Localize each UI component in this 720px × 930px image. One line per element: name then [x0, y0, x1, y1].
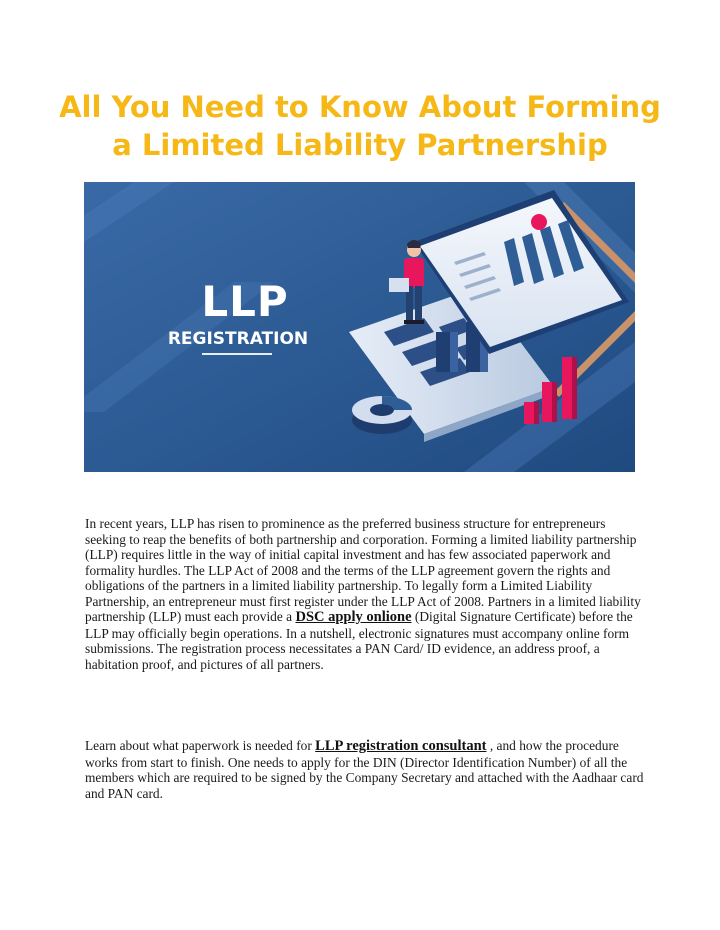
hero-heading: LLP — [201, 277, 289, 326]
paragraph-intro — [85, 516, 645, 672]
hero-banner-image — [84, 182, 635, 472]
paragraph-procedure-text-a: Learn about what paperwork is needed for — [85, 738, 316, 753]
title-line-2: a Limited Liability Partnership — [112, 128, 608, 162]
hero-subheading: REGISTRATION — [167, 329, 309, 349]
paragraph-procedure — [85, 738, 645, 801]
title-line-1: All You Need to Know About Forming — [59, 90, 661, 124]
llp-registration-consultant-link[interactable]: LLP registration consultant — [315, 738, 487, 754]
dsc-apply-online-link[interactable]: DSC apply onlione — [295, 609, 412, 625]
hero-illustration — [84, 182, 635, 472]
page-title — [40, 88, 680, 164]
hero-divider — [202, 353, 272, 355]
paragraph-procedure-text-b: , and how the procedure works from start to finish. One needs to apply for the DIN (Director Identification Number) of all the members which are required to be signed by the Company Secretary and attached with the Aadhaar card and PAN card. — [85, 738, 644, 801]
donut-chart-icon — [352, 396, 412, 434]
paragraph-intro-text-b: (Digital Signature Certificate) before the LLP may officially begin operations. In a nutshell, electronic signatures must accompany online form submissions. The registration process necessitates a PAN Card/ ID evidence, an address proof, a habitation proof, and pictures of all partners. — [85, 609, 633, 672]
paragraph-intro-text-a: In recent years, LLP has risen to prominence as the preferred business structure for entrepreneurs seeking to reap the benefits of both partnership and corporation. Forming a limited liability partnership (LLP) requires little in the way of initial capital investment and has few associated paperwork and formality hurdles. The LLP Act of 2008 and the terms of the LLP agreement govern the rights and obligations of the partners in a limited liability partnership. To legally form a Limited Liability Partnership, an entrepreneur must first register under the LLP Act of 2008. Partners in a limited liability partnership (LLP) must each provide a — [85, 516, 641, 624]
screen-dot — [531, 214, 547, 230]
